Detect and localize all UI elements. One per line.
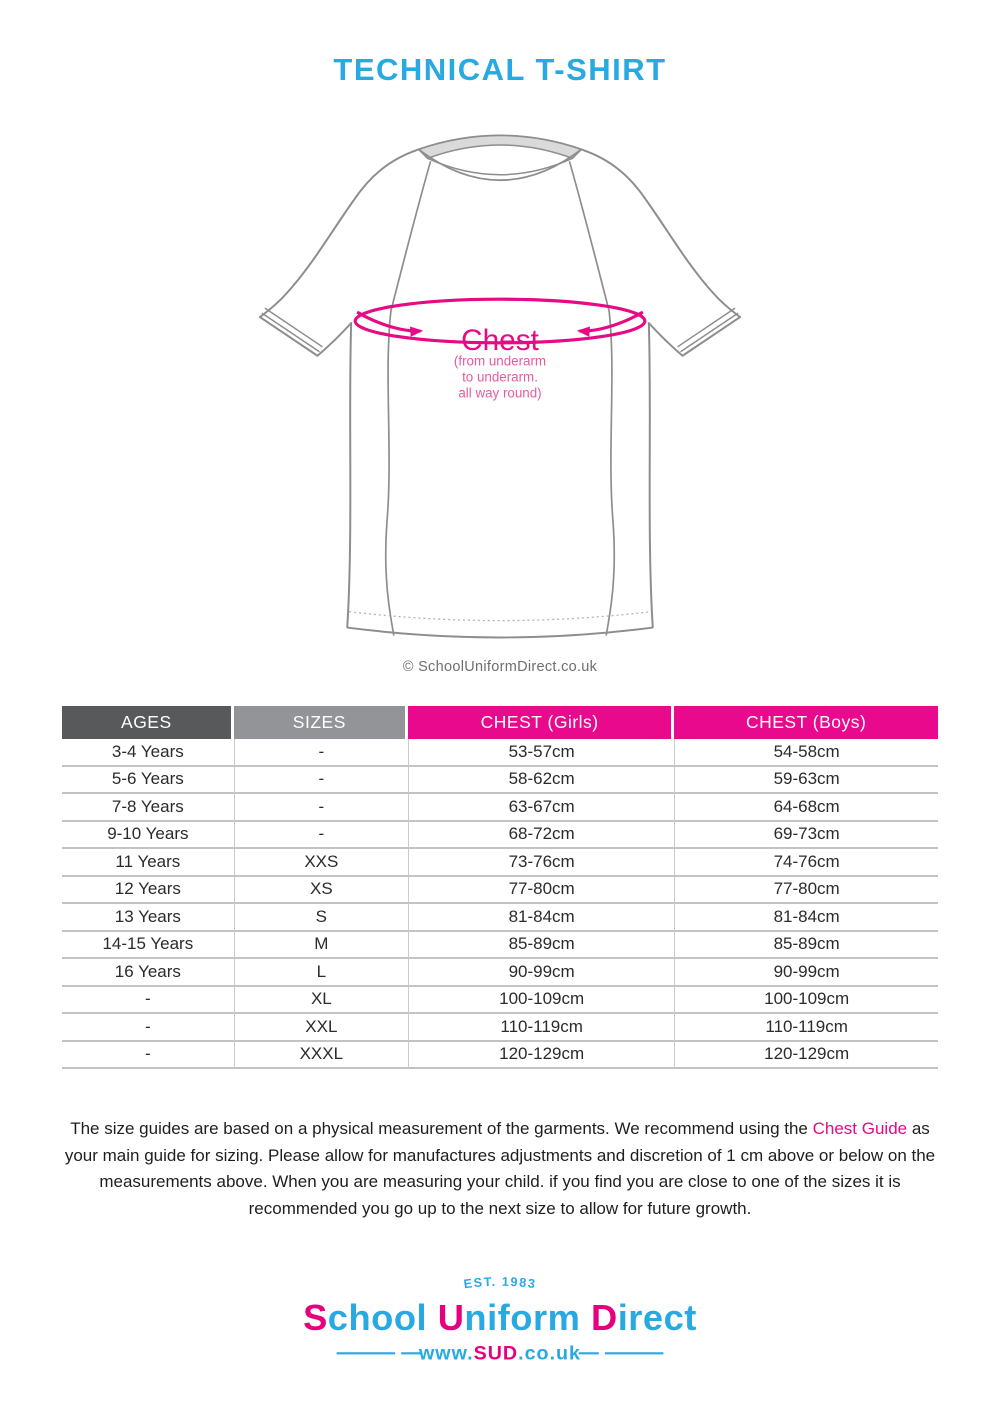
table-row xyxy=(62,822,938,850)
table-cell: 74-76cm xyxy=(674,849,938,877)
table-row xyxy=(62,767,938,795)
table-row xyxy=(62,987,938,1015)
table-row xyxy=(62,1042,938,1070)
table-cell: XXS xyxy=(234,849,408,877)
table-row xyxy=(62,794,938,822)
chest-note-line3: all way round) xyxy=(458,385,542,401)
size-table xyxy=(62,706,938,1069)
table-cell: 77-80cm xyxy=(408,877,674,905)
table-cell: - xyxy=(234,794,408,822)
col-header-chest-girls: CHEST (Girls) xyxy=(408,706,674,739)
table-cell: 81-84cm xyxy=(674,904,938,932)
tshirt-line-art xyxy=(252,112,748,660)
table-cell: 81-84cm xyxy=(408,904,674,932)
copyright-text: © SchoolUniformDirect.co.uk xyxy=(402,659,598,675)
table-cell: 3-4 Years xyxy=(62,739,234,767)
table-cell: 7-8 Years xyxy=(62,794,234,822)
logo-brand-text: School Uniform Direct xyxy=(303,1297,697,1339)
brand-logo-svg xyxy=(268,1264,732,1368)
table-cell: 90-99cm xyxy=(674,959,938,987)
table-cell: 11 Years xyxy=(62,849,234,877)
table-cell: 12 Years xyxy=(62,877,234,905)
logo-letter-u: U xyxy=(437,1297,465,1339)
table-cell: - xyxy=(62,1014,234,1042)
table-cell: - xyxy=(62,987,234,1015)
brand-logo xyxy=(268,1264,732,1368)
table-cell: 68-72cm xyxy=(408,822,674,850)
table-cell: M xyxy=(234,932,408,960)
table-cell: 120-129cm xyxy=(674,1042,938,1070)
table-cell: 85-89cm xyxy=(408,932,674,960)
table-cell: 100-109cm xyxy=(408,987,674,1015)
chest-note-line1: (from underarm xyxy=(453,353,547,369)
table-cell: 9-10 Years xyxy=(62,822,234,850)
table-cell: 110-119cm xyxy=(674,1014,938,1042)
chest-label: Chest xyxy=(461,323,539,357)
table-row xyxy=(62,849,938,877)
table-cell: 85-89cm xyxy=(674,932,938,960)
table-cell: 16 Years xyxy=(62,959,234,987)
col-header-chest-boys: CHEST (Boys) xyxy=(674,706,938,739)
logo-letter-d: D xyxy=(590,1297,618,1339)
table-cell: - xyxy=(234,739,408,767)
table-row xyxy=(62,904,938,932)
table-cell: XXXL xyxy=(234,1042,408,1070)
sizing-note-part1: The size guides are based on a physical measurement of the garments. We recommend using the xyxy=(70,1119,813,1138)
chest-guide-highlight: Chest Guide xyxy=(812,1119,908,1138)
logo-letter-s: S xyxy=(303,1297,328,1339)
table-cell: 59-63cm xyxy=(674,767,938,795)
col-header-ages: AGES xyxy=(62,706,234,739)
table-cell: - xyxy=(234,822,408,850)
table-cell: 63-67cm xyxy=(408,794,674,822)
table-cell: 5-6 Years xyxy=(62,767,234,795)
table-cell: XS xyxy=(234,877,408,905)
table-row xyxy=(62,1014,938,1042)
table-cell: - xyxy=(62,1042,234,1070)
table-cell: 110-119cm xyxy=(408,1014,674,1042)
table-cell: 120-129cm xyxy=(408,1042,674,1070)
table-cell: 73-76cm xyxy=(408,849,674,877)
table-cell: 90-99cm xyxy=(408,959,674,987)
table-cell: XL xyxy=(234,987,408,1015)
table-cell: S xyxy=(234,904,408,932)
sizing-note-part2: as your main guide for sizing. Please allow for manufactures adjustments and discretion of 1 cm above or below on the measurements above. When you are measuring your child. if you find you are close to one of the sizes it is recommended you go up to the next size to allow for future growth. xyxy=(64,1119,936,1219)
col-header-sizes: SIZES xyxy=(234,706,408,739)
tshirt-diagram xyxy=(252,112,748,660)
table-cell: 100-109cm xyxy=(674,987,938,1015)
table-row xyxy=(62,877,938,905)
table-cell: L xyxy=(234,959,408,987)
size-table-body xyxy=(62,739,938,1069)
table-cell: 69-73cm xyxy=(674,822,938,850)
table-cell: 77-80cm xyxy=(674,877,938,905)
table-cell: 64-68cm xyxy=(674,794,938,822)
table-cell: 54-58cm xyxy=(674,739,938,767)
table-cell: 13 Years xyxy=(62,904,234,932)
table-row xyxy=(62,959,938,987)
chest-note-line2: to underarm. xyxy=(462,369,538,385)
logo-est-text: EST. 1983 xyxy=(462,1274,538,1292)
table-cell: XXL xyxy=(234,1014,408,1042)
table-cell: 53-57cm xyxy=(408,739,674,767)
table-cell: 14-15 Years xyxy=(62,932,234,960)
table-cell: 58-62cm xyxy=(408,767,674,795)
page-title: TECHNICAL T-SHIRT xyxy=(333,52,667,87)
logo-url-sud: SUD xyxy=(473,1342,519,1365)
logo-url-text: www.SUD.co.uk xyxy=(418,1342,582,1365)
table-cell: - xyxy=(234,767,408,795)
table-row xyxy=(62,932,938,960)
table-row xyxy=(62,739,938,767)
sizing-note xyxy=(53,1116,947,1223)
table-header-row xyxy=(62,706,938,739)
